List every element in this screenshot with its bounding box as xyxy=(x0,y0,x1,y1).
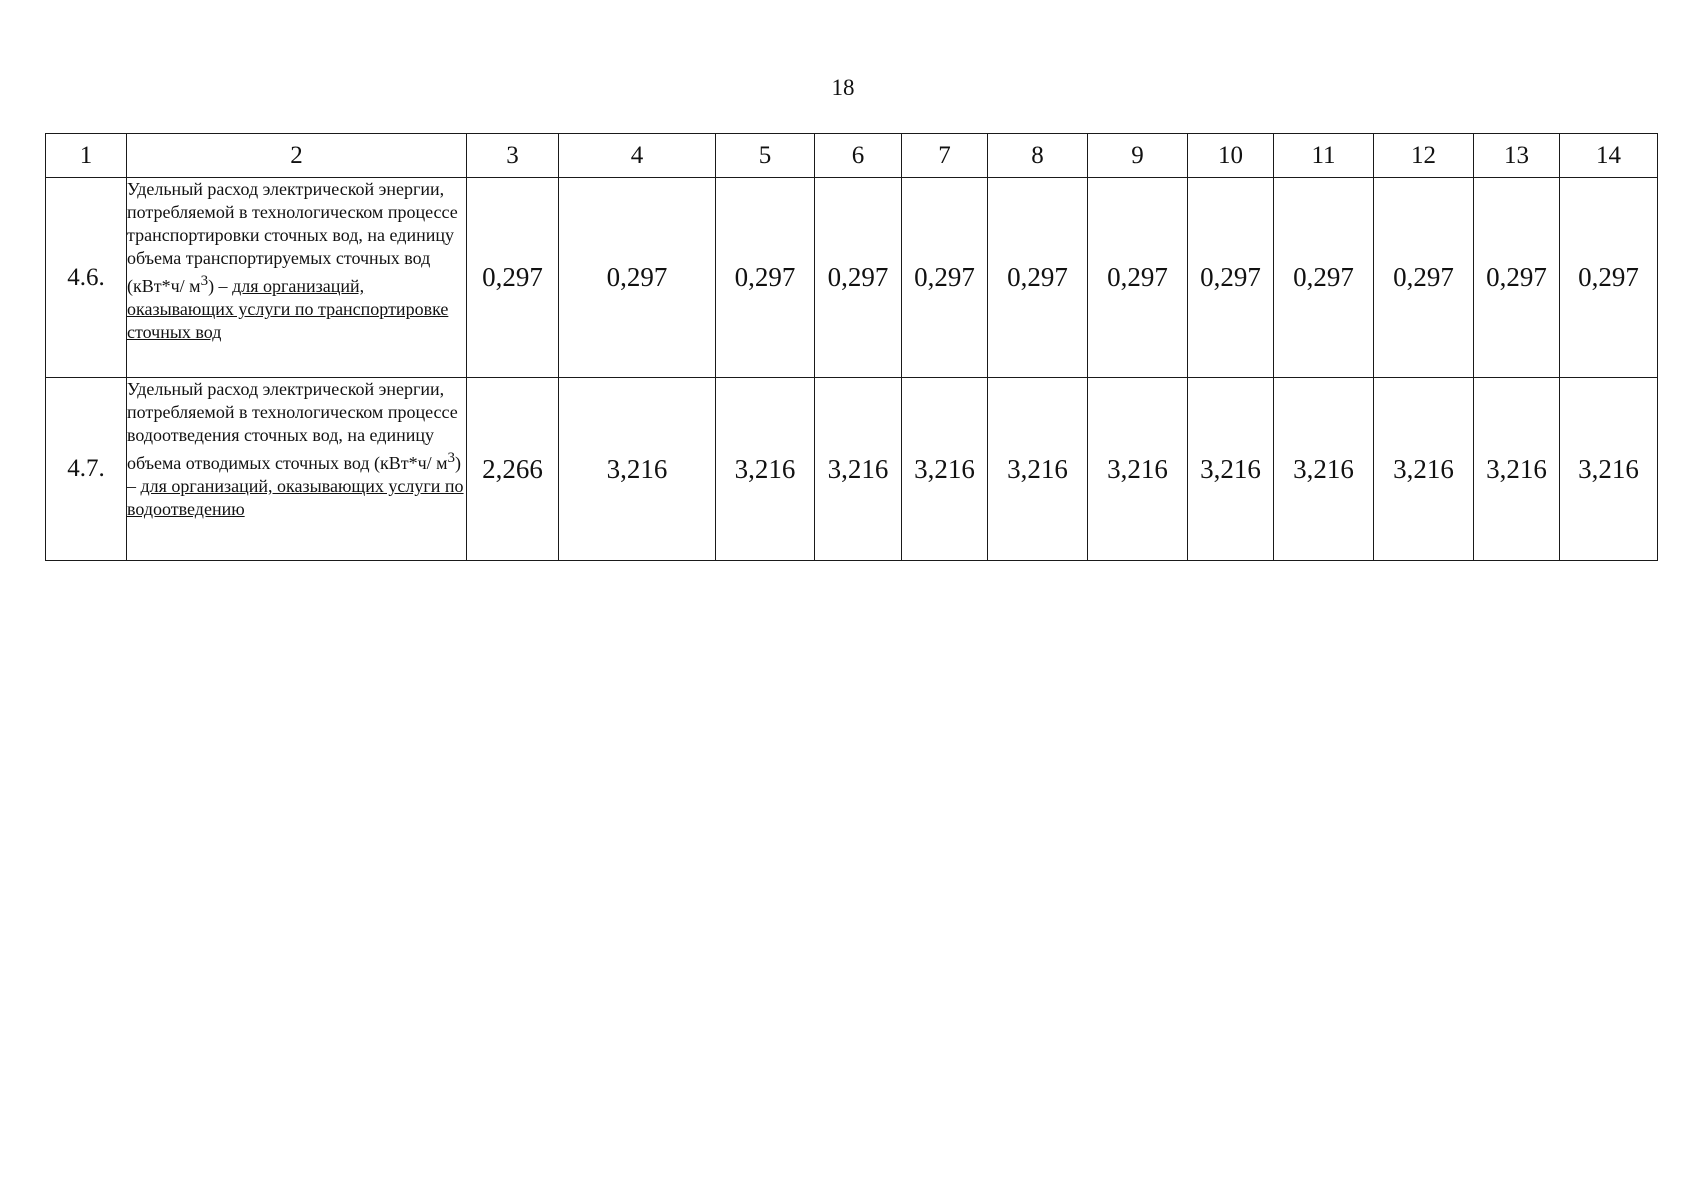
value-cell: 0,297 xyxy=(902,178,988,378)
header-cell: 2 xyxy=(127,134,467,178)
header-cell: 12 xyxy=(1374,134,1474,178)
value-cell: 0,297 xyxy=(467,178,559,378)
value-cell: 0,297 xyxy=(559,178,716,378)
value-cell: 3,216 xyxy=(559,378,716,561)
page-number: 18 xyxy=(831,75,855,100)
header-cell: 3 xyxy=(467,134,559,178)
header-cell: 11 xyxy=(1274,134,1374,178)
value-cell: 0,297 xyxy=(988,178,1088,378)
value-cell: 3,216 xyxy=(902,378,988,561)
value-cell: 3,216 xyxy=(1188,378,1274,561)
header-cell: 10 xyxy=(1188,134,1274,178)
description-dash: ) – xyxy=(208,276,233,296)
value-cell: 3,216 xyxy=(1474,378,1560,561)
header-cell: 1 xyxy=(46,134,127,178)
header-cell: 5 xyxy=(716,134,815,178)
table-row xyxy=(46,378,1658,561)
indicator-table xyxy=(45,133,1658,561)
value-cell: 0,297 xyxy=(1188,178,1274,378)
table-row xyxy=(46,178,1658,378)
value-cell: 3,216 xyxy=(1088,378,1188,561)
header-row xyxy=(46,134,1658,178)
value-cell: 3,216 xyxy=(1274,378,1374,561)
header-cell: 7 xyxy=(902,134,988,178)
value-cell: 3,216 xyxy=(1374,378,1474,561)
value-cell: 0,297 xyxy=(1274,178,1374,378)
header-cell: 14 xyxy=(1560,134,1658,178)
description-dash: ) – xyxy=(127,453,462,496)
header-cell: 9 xyxy=(1088,134,1188,178)
value-cell: 3,216 xyxy=(1560,378,1658,561)
description-text: Удельный расход электрической энергии, потребляемой в технологическом процессе транспортировки сточных вод, на единицу объема транспортируемых сточных вод (кВт*ч/ м xyxy=(127,179,458,296)
description-text: Удельный расход электрической энергии, потребляемой в технологическом процессе водоотведения сточных вод, на единицу объема отводимых сточных вод (кВт*ч/ м xyxy=(127,379,458,473)
row-number: 4.7. xyxy=(46,378,127,561)
header-cell: 6 xyxy=(815,134,902,178)
value-cell: 0,297 xyxy=(1374,178,1474,378)
header-cell: 8 xyxy=(988,134,1088,178)
unit-exponent: 3 xyxy=(447,450,456,466)
value-cell: 3,216 xyxy=(815,378,902,561)
value-cell: 3,216 xyxy=(716,378,815,561)
row-description xyxy=(127,378,467,561)
value-cell: 0,297 xyxy=(815,178,902,378)
unit-exponent: 3 xyxy=(200,273,209,289)
value-cell: 0,297 xyxy=(1088,178,1188,378)
value-cell: 3,216 xyxy=(988,378,1088,561)
value-cell: 0,297 xyxy=(716,178,815,378)
description-underlined: для организаций, оказывающих услуги по транспортировке сточных вод xyxy=(127,276,449,342)
value-cell: 2,266 xyxy=(467,378,559,561)
value-cell: 0,297 xyxy=(1474,178,1560,378)
value-cell: 0,297 xyxy=(1560,178,1658,378)
header-cell: 13 xyxy=(1474,134,1560,178)
description-underlined: для организаций, оказывающих услуги по водоотведению xyxy=(127,476,464,519)
header-cell: 4 xyxy=(559,134,716,178)
row-description xyxy=(127,178,467,378)
row-number: 4.6. xyxy=(46,178,127,378)
